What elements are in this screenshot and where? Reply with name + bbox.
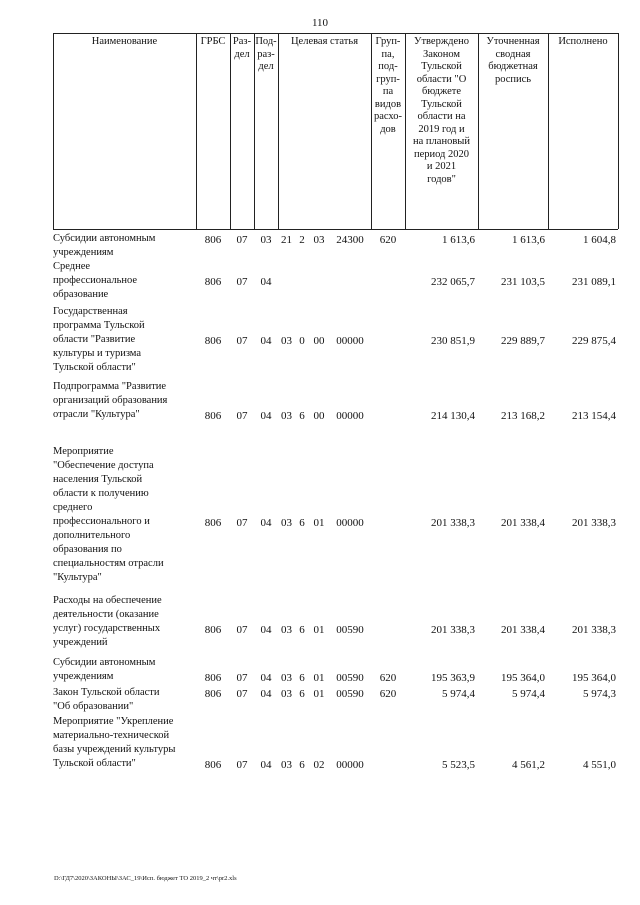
target-program-cell: 03 — [281, 517, 292, 529]
razdel-cell: 07 — [236, 410, 248, 422]
target-direction-cell: 00590 — [336, 688, 364, 700]
col-divider — [278, 33, 279, 229]
refined-amount-cell: 195 364,0 — [501, 672, 545, 684]
row-name-line: программа Тульской — [53, 320, 145, 331]
grbs-cell: 806 — [204, 517, 222, 529]
row-name — [53, 260, 193, 302]
header-line: па, — [381, 48, 395, 60]
header-refined — [478, 36, 548, 86]
executed-amount-cell: 213 154,4 — [572, 410, 616, 422]
target-subprogram-cell: 2 — [299, 234, 305, 246]
row-name-line: Субсидии автономным — [53, 657, 156, 668]
target-direction-cell: 00000 — [336, 759, 364, 771]
target-event-cell: 01 — [313, 672, 325, 684]
header-line: груп- — [376, 73, 400, 85]
podrazdel-cell: 04 — [260, 759, 272, 771]
target-direction-cell: 00000 — [336, 517, 364, 529]
header-line: сводная — [495, 48, 531, 60]
header-line: и 2021 — [426, 161, 457, 172]
header-line: Тульской — [421, 61, 462, 72]
target-program-cell: 21 — [281, 234, 292, 246]
target-program-cell: 03 — [281, 624, 292, 636]
header-top-border — [53, 33, 618, 34]
grbs-cell: 806 — [204, 624, 222, 636]
approved-amount-cell: 5 523,5 — [442, 759, 475, 771]
row-name-line: Мероприятие — [53, 446, 114, 457]
razdel-cell: 07 — [236, 276, 248, 288]
target-subprogram-cell: 0 — [299, 335, 305, 347]
approved-amount-cell: 195 363,9 — [431, 672, 475, 684]
header-line: Законом — [422, 48, 461, 60]
row-name-line: населения Тульской — [53, 474, 143, 485]
header-line: Тульской — [421, 98, 462, 110]
grbs-cell: 806 — [204, 672, 222, 684]
row-name-line: Среднее — [53, 261, 91, 272]
expense-group-cell: 620 — [379, 672, 397, 684]
refined-amount-cell: 201 338,4 — [501, 517, 545, 529]
header-line: годов" — [427, 173, 456, 185]
refined-amount-cell: 1 613,6 — [512, 234, 545, 246]
target-subprogram-cell: 6 — [299, 672, 305, 684]
grbs-cell: 806 — [204, 410, 222, 422]
target-event-cell: 00 — [313, 335, 325, 347]
razdel-cell: 07 — [236, 517, 248, 529]
target-event-cell: 00 — [313, 410, 325, 422]
row-name-line: Государственная — [53, 306, 128, 317]
executed-amount-cell: 229 875,4 — [572, 335, 616, 347]
header-line: дел — [258, 61, 274, 72]
executed-amount-cell: 5 974,3 — [583, 688, 616, 700]
target-event-cell: 01 — [313, 624, 325, 636]
approved-amount-cell: 201 338,3 — [431, 624, 475, 636]
razdel-cell: 07 — [236, 234, 248, 246]
page-number: 110 — [311, 17, 329, 29]
target-event-cell: 02 — [313, 759, 325, 771]
executed-amount-cell: 195 364,0 — [572, 672, 616, 684]
approved-amount-cell: 232 065,7 — [431, 276, 475, 288]
row-name — [53, 305, 193, 375]
row-name-line: образование — [53, 289, 109, 300]
header-line: бюджетная — [488, 61, 538, 72]
row-name-line: материально-технической — [53, 730, 170, 741]
executed-amount-cell: 201 338,3 — [572, 517, 616, 529]
header-line: дел — [234, 48, 250, 60]
refined-amount-cell: 5 974,4 — [512, 688, 545, 700]
razdel-cell: 07 — [236, 624, 248, 636]
expense-group-cell: 620 — [379, 234, 397, 246]
header-name: Наименование — [91, 36, 158, 47]
row-name-line: "Об образовании" — [53, 701, 134, 712]
target-event-cell: 03 — [313, 234, 325, 246]
header-razdel — [230, 36, 254, 61]
header-target-article: Целевая статья — [290, 36, 359, 47]
header-line: области на — [417, 111, 466, 122]
refined-amount-cell: 229 889,7 — [501, 335, 545, 347]
header-line: па — [382, 86, 394, 97]
header-line: Уточненная — [486, 36, 540, 47]
podrazdel-cell: 04 — [260, 672, 272, 684]
approved-amount-cell: 214 130,4 — [431, 410, 475, 422]
header-line: роспись — [494, 73, 532, 85]
target-event-cell: 01 — [313, 688, 325, 700]
header-approved — [405, 36, 478, 186]
col-divider — [196, 33, 197, 229]
row-name-line: отрасли "Культура" — [53, 409, 140, 420]
row-name-line: профессиональное — [53, 275, 138, 286]
header-line: дов — [380, 123, 396, 135]
row-name-line: Тульской области" — [53, 758, 136, 769]
grbs-cell: 806 — [204, 688, 222, 700]
executed-amount-cell: 231 089,1 — [572, 276, 616, 288]
podrazdel-cell: 04 — [260, 517, 272, 529]
header-grbs: ГРБС — [200, 36, 226, 47]
podrazdel-cell: 04 — [260, 624, 272, 636]
row-name — [53, 232, 193, 260]
header-line: раз- — [257, 48, 275, 60]
row-name-line: Закон Тульской области — [53, 687, 160, 698]
approved-amount-cell: 5 974,4 — [442, 688, 475, 700]
row-name-line: области к получению — [53, 488, 149, 499]
header-line: Утверждено — [414, 36, 469, 47]
target-event-cell: 01 — [313, 517, 325, 529]
target-program-cell: 03 — [281, 672, 292, 684]
row-name-line: Субсидии автономным — [53, 233, 156, 244]
row-name — [53, 715, 193, 771]
header-line: 2019 год и — [418, 123, 465, 135]
header-expense-group — [371, 36, 405, 136]
row-name-line: услуг) государственных — [53, 623, 161, 634]
footer-file-path: D:\ГД7\2020\ЗАКОНЫ\ЗАС_19\Исп. бюджет ТО 2019_2 чт\pr2.xls — [54, 875, 237, 882]
row-name-line: Мероприятие "Укрепление — [53, 716, 174, 727]
podrazdel-cell: 04 — [260, 335, 272, 347]
grbs-cell: 806 — [204, 335, 222, 347]
podrazdel-cell: 04 — [260, 276, 272, 288]
refined-amount-cell: 213 168,2 — [501, 410, 545, 422]
executed-amount-cell: 4 551,0 — [583, 759, 616, 771]
refined-amount-cell: 201 338,4 — [501, 624, 545, 636]
row-name — [53, 686, 193, 714]
row-name — [53, 594, 193, 650]
row-name-line: Подпрограмма "Развитие — [53, 381, 167, 392]
target-subprogram-cell: 6 — [299, 688, 305, 700]
header-line: Раз- — [232, 36, 252, 47]
approved-amount-cell: 1 613,6 — [442, 234, 475, 246]
target-subprogram-cell: 6 — [299, 410, 305, 422]
row-name — [53, 656, 193, 684]
target-subprogram-cell: 6 — [299, 759, 305, 771]
razdel-cell: 07 — [236, 335, 248, 347]
target-program-cell: 03 — [281, 759, 292, 771]
executed-amount-cell: 1 604,8 — [583, 234, 616, 246]
header-line: расхо- — [373, 111, 403, 122]
header-line: Груп- — [375, 36, 401, 47]
row-name-line: культуры и туризма — [53, 348, 142, 359]
row-name-line: "Культура" — [53, 572, 102, 583]
executed-amount-cell: 201 338,3 — [572, 624, 616, 636]
row-name-line: специальностям отрасли — [53, 558, 164, 569]
col-divider — [548, 33, 549, 229]
header-line: видов — [374, 98, 402, 110]
row-name-line: учреждений — [53, 637, 108, 648]
target-subprogram-cell: 6 — [299, 624, 305, 636]
target-direction-cell: 24300 — [336, 234, 364, 246]
razdel-cell: 07 — [236, 759, 248, 771]
row-name-line: среднего — [53, 502, 93, 513]
header-line: под- — [378, 61, 398, 72]
target-direction-cell: 00000 — [336, 410, 364, 422]
target-subprogram-cell: 6 — [299, 517, 305, 529]
col-divider — [230, 33, 231, 229]
target-direction-cell: 00590 — [336, 672, 364, 684]
refined-amount-cell: 231 103,5 — [501, 276, 545, 288]
row-name — [53, 445, 193, 585]
target-direction-cell: 00000 — [336, 335, 364, 347]
header-executed: Исполнено — [558, 36, 608, 47]
razdel-cell: 07 — [236, 688, 248, 700]
row-name-line: "Обеспечение доступа — [53, 460, 154, 471]
row-name-line: Расходы на обеспечение — [53, 595, 162, 606]
col-divider — [618, 33, 619, 229]
row-name-line: учреждениям — [53, 247, 114, 258]
row-name-line: дополнительного — [53, 530, 131, 541]
grbs-cell: 806 — [204, 276, 222, 288]
expense-group-cell: 620 — [379, 688, 397, 700]
header-bottom-border — [53, 229, 618, 230]
target-program-cell: 03 — [281, 410, 292, 422]
grbs-cell: 806 — [204, 234, 222, 246]
header-line: бюджете — [421, 86, 462, 97]
razdel-cell: 07 — [236, 672, 248, 684]
grbs-cell: 806 — [204, 759, 222, 771]
row-name-line: учреждениям — [53, 671, 114, 682]
row-name-line: базы учреждений культуры — [53, 744, 176, 755]
header-line: период 2020 — [413, 148, 470, 160]
row-name-line: организаций образования — [53, 395, 168, 406]
approved-amount-cell: 201 338,3 — [431, 517, 475, 529]
row-name-line: профессионального и — [53, 516, 150, 527]
header-line: на плановый — [413, 136, 470, 147]
row-name-line: деятельности (оказание — [53, 609, 159, 620]
approved-amount-cell: 230 851,9 — [431, 335, 475, 347]
header-line: Под- — [255, 36, 277, 47]
row-name-line: Тульской области" — [53, 362, 136, 373]
header-line: области "О — [416, 73, 467, 85]
col-divider — [53, 33, 54, 229]
header-podrazdel — [254, 36, 278, 74]
podrazdel-cell: 04 — [260, 688, 272, 700]
refined-amount-cell: 4 561,2 — [512, 759, 545, 771]
row-name — [53, 380, 193, 422]
row-name-line: образования по — [53, 544, 122, 555]
target-program-cell: 03 — [281, 688, 292, 700]
target-program-cell: 03 — [281, 335, 292, 347]
row-name-line: области "Развитие — [53, 334, 136, 345]
target-direction-cell: 00590 — [336, 624, 364, 636]
podrazdel-cell: 04 — [260, 410, 272, 422]
podrazdel-cell: 03 — [260, 234, 272, 246]
